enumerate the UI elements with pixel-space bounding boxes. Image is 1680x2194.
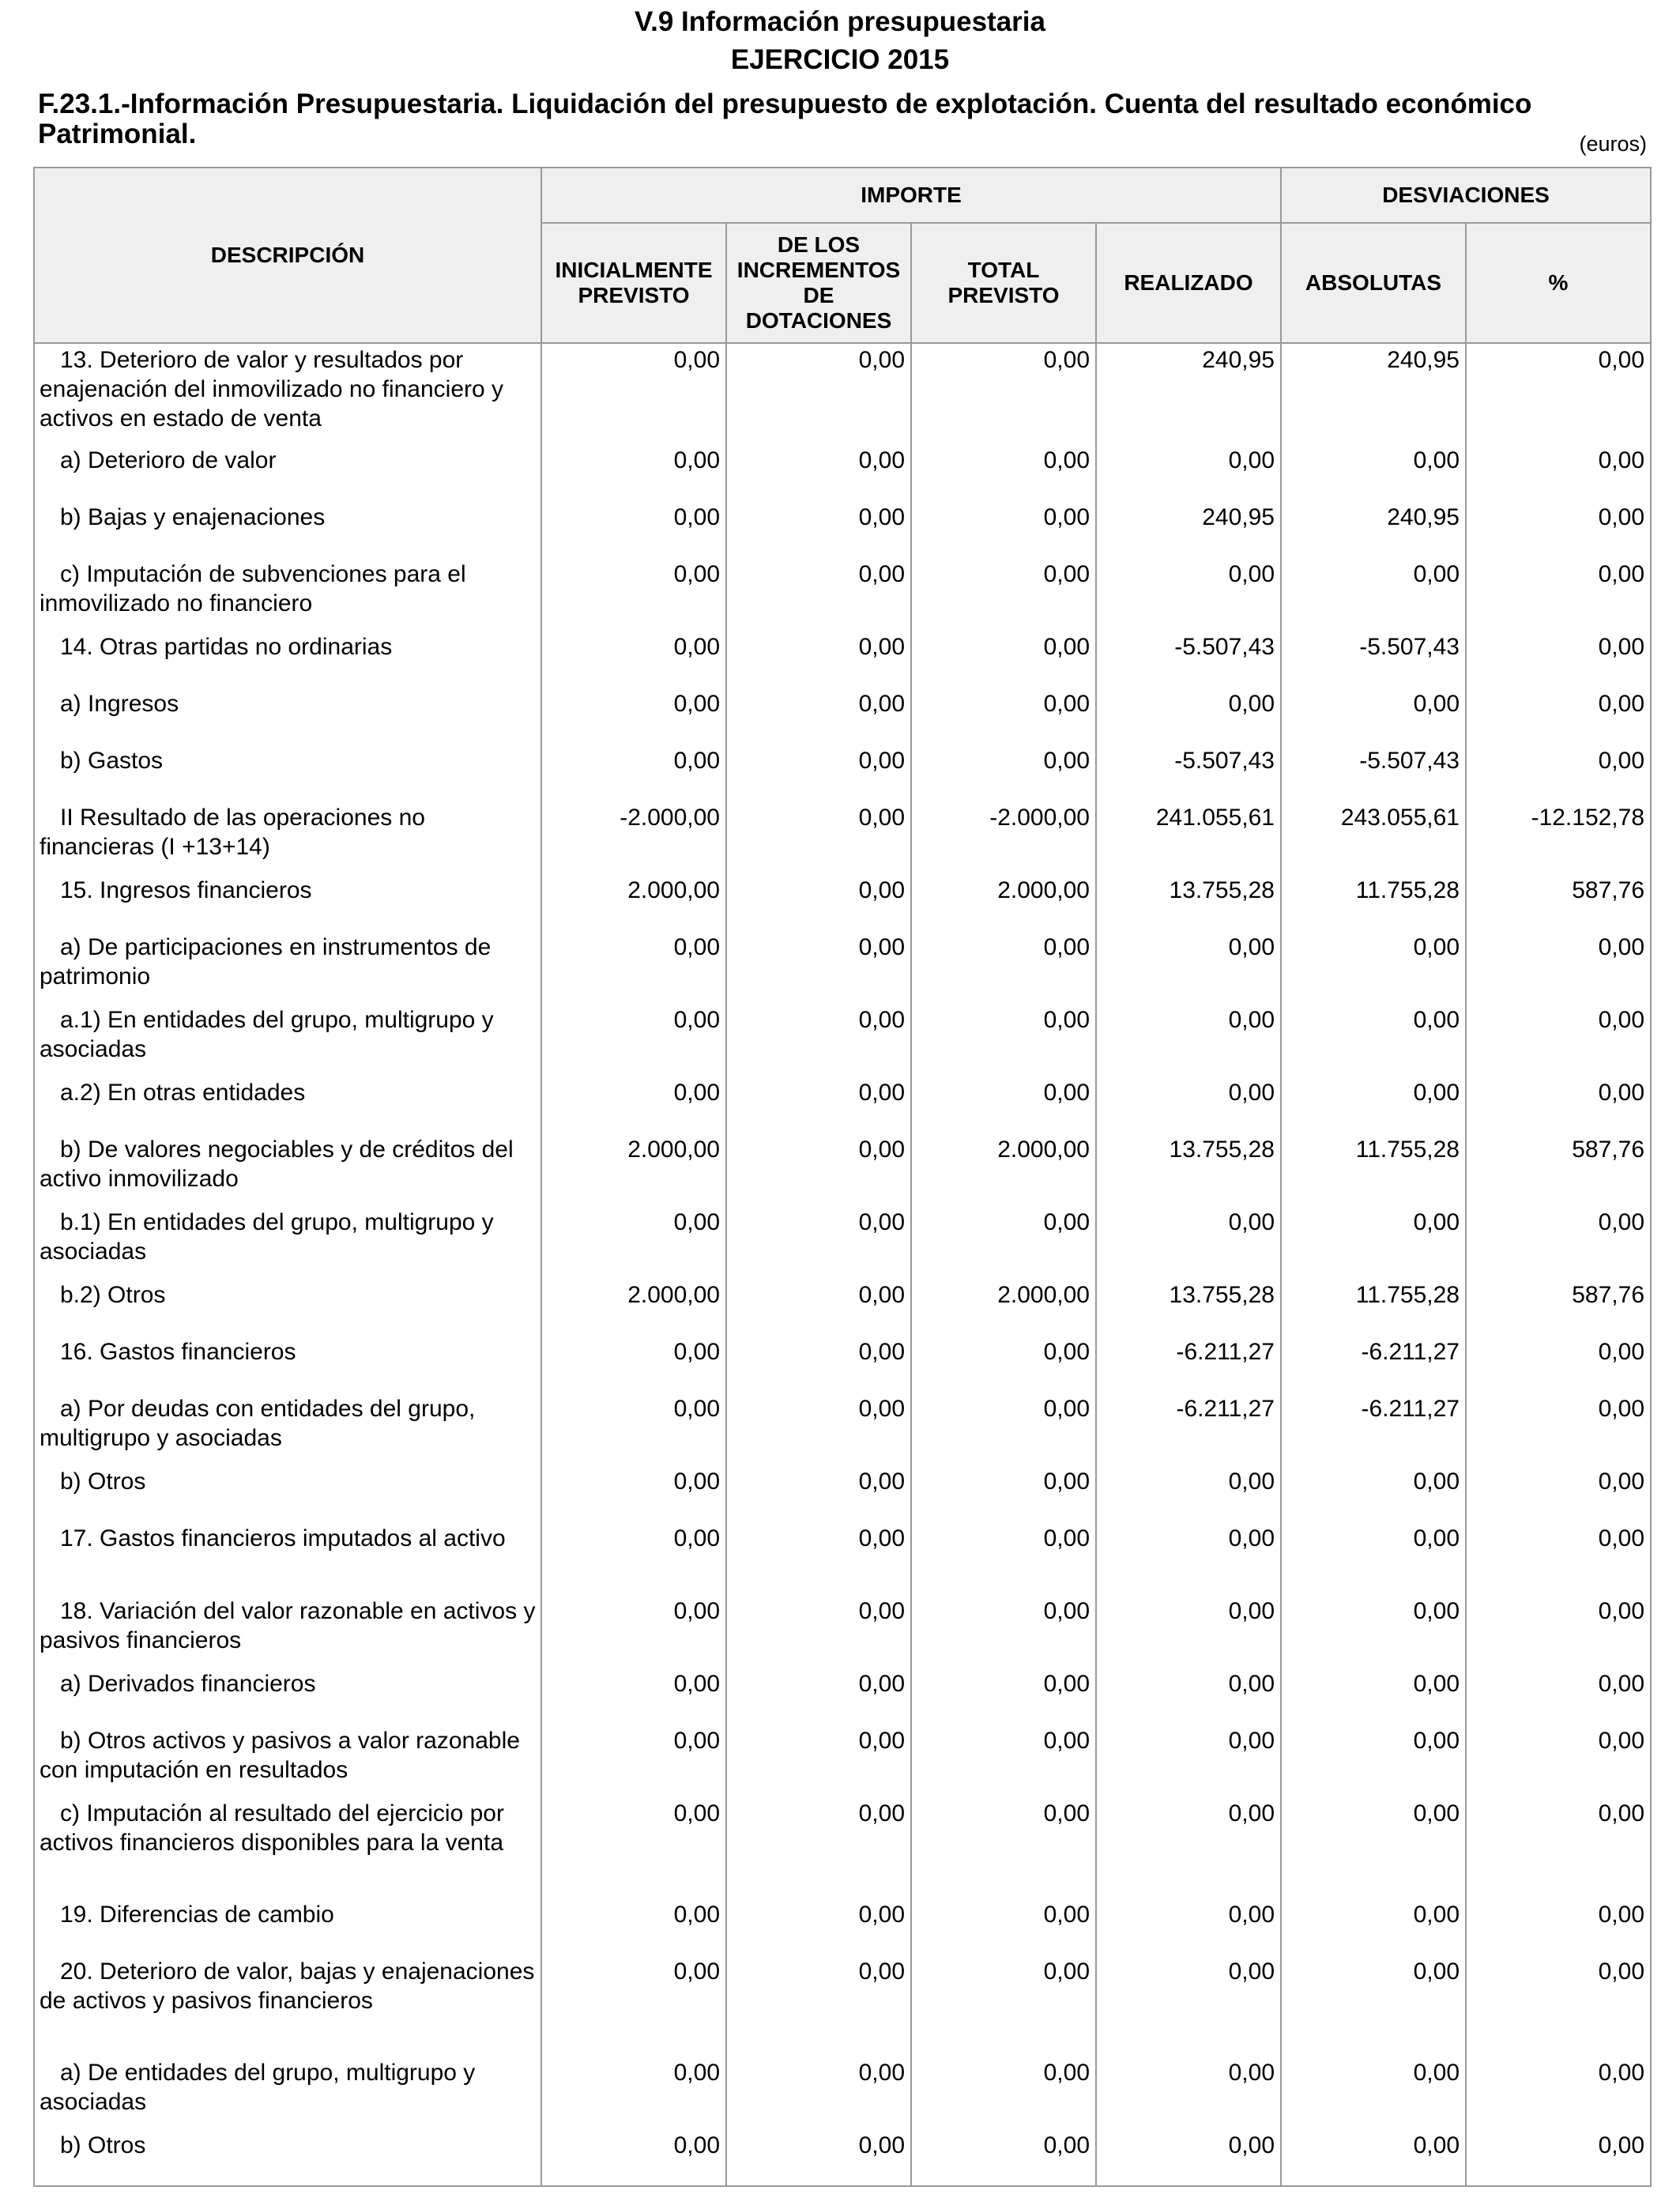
table-row (34, 1279, 1651, 1336)
cell-porcentaje: 587,76 (1466, 874, 1651, 931)
cell-realizado: 0,00 (1096, 1955, 1281, 2056)
cell-incrementos-dotaciones: 0,00 (726, 444, 911, 501)
cell-porcentaje: 0,00 (1466, 1595, 1651, 1668)
cell-incrementos-dotaciones: 0,00 (726, 2056, 911, 2129)
cell-porcentaje: 0,00 (1466, 2129, 1651, 2186)
cell-total-previsto: 0,00 (911, 1668, 1096, 1725)
row-description: a) Derivados financieros (34, 1668, 541, 1725)
cell-inicialmente-previsto: 0,00 (541, 2056, 726, 2129)
cell-incrementos-dotaciones: 0,00 (726, 874, 911, 931)
cell-inicialmente-previsto: 0,00 (541, 688, 726, 745)
table-row (34, 1336, 1651, 1393)
cell-incrementos-dotaciones: 0,00 (726, 1133, 911, 1206)
cell-incrementos-dotaciones: 0,00 (726, 1522, 911, 1595)
cell-total-previsto: 0,00 (911, 745, 1096, 801)
table-row (34, 2129, 1651, 2186)
row-description: a) Deterioro de valor (34, 444, 541, 501)
cell-total-previsto: 0,00 (911, 1725, 1096, 1797)
cell-total-previsto: 0,00 (911, 1797, 1096, 1898)
table-row (34, 1595, 1651, 1668)
cell-porcentaje: 0,00 (1466, 1668, 1651, 1725)
header-total-previsto: TOTAL PREVISTO (911, 223, 1096, 343)
cell-total-previsto: 0,00 (911, 1595, 1096, 1668)
row-description: b.2) Otros (34, 1279, 541, 1336)
cell-incrementos-dotaciones: 0,00 (726, 343, 911, 444)
cell-total-previsto: 0,00 (911, 2129, 1096, 2186)
cell-absolutas: 11.755,28 (1281, 1279, 1466, 1336)
row-description: 15. Ingresos financieros (34, 874, 541, 931)
cell-absolutas: 0,00 (1281, 1206, 1466, 1279)
header-incrementos-dotaciones: DE LOS INCREMENTOS DE DOTACIONES (726, 223, 911, 343)
cell-incrementos-dotaciones: 0,00 (726, 631, 911, 688)
header-descripcion: DESCRIPCIÓN (34, 168, 541, 343)
table-row (34, 343, 1651, 444)
cell-absolutas: 0,00 (1281, 2129, 1466, 2186)
table-row (34, 1206, 1651, 1279)
cell-total-previsto: -2.000,00 (911, 801, 1096, 874)
cell-inicialmente-previsto: 0,00 (541, 1797, 726, 1898)
row-description: 14. Otras partidas no ordinarias (34, 631, 541, 688)
cell-porcentaje: 0,00 (1466, 343, 1651, 444)
cell-total-previsto: 0,00 (911, 444, 1096, 501)
cell-inicialmente-previsto: 0,00 (541, 1393, 726, 1465)
cell-absolutas: 240,95 (1281, 343, 1466, 444)
cell-realizado: 0,00 (1096, 1668, 1281, 1725)
cell-total-previsto: 0,00 (911, 1206, 1096, 1279)
cell-inicialmente-previsto: 0,00 (541, 501, 726, 558)
cell-absolutas: -6.211,27 (1281, 1393, 1466, 1465)
cell-realizado: 0,00 (1096, 1898, 1281, 1955)
cell-absolutas: 240,95 (1281, 501, 1466, 558)
cell-incrementos-dotaciones: 0,00 (726, 1076, 911, 1133)
cell-porcentaje: 0,00 (1466, 931, 1651, 1004)
row-description: 18. Variación del valor razonable en activos y pasivos financieros (34, 1595, 541, 1668)
cell-absolutas: 0,00 (1281, 1595, 1466, 1668)
cell-absolutas: 0,00 (1281, 558, 1466, 631)
cell-inicialmente-previsto: -2.000,00 (541, 801, 726, 874)
cell-realizado: 240,95 (1096, 343, 1281, 444)
cell-porcentaje: 0,00 (1466, 1206, 1651, 1279)
cell-realizado: 13.755,28 (1096, 1133, 1281, 1206)
cell-inicialmente-previsto: 2.000,00 (541, 874, 726, 931)
cell-realizado: 0,00 (1096, 1797, 1281, 1898)
cell-realizado: 0,00 (1096, 444, 1281, 501)
cell-porcentaje: 0,00 (1466, 1004, 1651, 1076)
table-row (34, 1076, 1651, 1133)
cell-total-previsto: 0,00 (911, 1465, 1096, 1522)
cell-total-previsto: 0,00 (911, 931, 1096, 1004)
table-row (34, 688, 1651, 745)
cell-realizado: 0,00 (1096, 688, 1281, 745)
row-description: II Resultado de las operaciones no financieras (I +13+14) (34, 801, 541, 874)
row-description: 20. Deterioro de valor, bajas y enajenaciones de activos y pasivos financieros (34, 1955, 541, 2056)
cell-porcentaje: 0,00 (1466, 688, 1651, 745)
cell-realizado: 0,00 (1096, 1522, 1281, 1595)
cell-absolutas: -5.507,43 (1281, 631, 1466, 688)
cell-inicialmente-previsto: 0,00 (541, 1206, 726, 1279)
cell-porcentaje: 0,00 (1466, 1522, 1651, 1595)
cell-total-previsto: 0,00 (911, 343, 1096, 444)
table-row (34, 801, 1651, 874)
cell-inicialmente-previsto: 0,00 (541, 444, 726, 501)
cell-incrementos-dotaciones: 0,00 (726, 1668, 911, 1725)
cell-realizado: -5.507,43 (1096, 745, 1281, 801)
cell-porcentaje: 0,00 (1466, 558, 1651, 631)
table-row (34, 1898, 1651, 1955)
cell-realizado: 0,00 (1096, 2056, 1281, 2129)
cell-porcentaje: -12.152,78 (1466, 801, 1651, 874)
cell-total-previsto: 0,00 (911, 1336, 1096, 1393)
cell-porcentaje: 0,00 (1466, 1955, 1651, 2056)
cell-inicialmente-previsto: 0,00 (541, 1668, 726, 1725)
cell-incrementos-dotaciones: 0,00 (726, 1004, 911, 1076)
row-description: a.1) En entidades del grupo, multigrupo y asociadas (34, 1004, 541, 1076)
cell-absolutas: 11.755,28 (1281, 1133, 1466, 1206)
cell-incrementos-dotaciones: 0,00 (726, 688, 911, 745)
table-row (34, 2056, 1651, 2129)
table-row (34, 1465, 1651, 1522)
cell-inicialmente-previsto: 0,00 (541, 1725, 726, 1797)
cell-realizado: 13.755,28 (1096, 1279, 1281, 1336)
cell-porcentaje: 0,00 (1466, 444, 1651, 501)
cell-total-previsto: 0,00 (911, 501, 1096, 558)
page-subtitle: EJERCICIO 2015 (730, 44, 950, 75)
cell-inicialmente-previsto: 0,00 (541, 343, 726, 444)
budget-table (33, 167, 1652, 2187)
row-description: 13. Deterioro de valor y resultados por enajenación del inmovilizado no financiero y activos en estado de venta (34, 343, 541, 444)
cell-inicialmente-previsto: 0,00 (541, 2129, 726, 2186)
table-row (34, 444, 1651, 501)
table-row (34, 745, 1651, 801)
table-row (34, 501, 1651, 558)
row-description: b) Gastos (34, 745, 541, 801)
cell-inicialmente-previsto: 0,00 (541, 1004, 726, 1076)
table-row (34, 1725, 1651, 1797)
cell-inicialmente-previsto: 0,00 (541, 1898, 726, 1955)
cell-incrementos-dotaciones: 0,00 (726, 1206, 911, 1279)
cell-incrementos-dotaciones: 0,00 (726, 1955, 911, 2056)
cell-incrementos-dotaciones: 0,00 (726, 558, 911, 631)
cell-realizado: 0,00 (1096, 931, 1281, 1004)
page-title: V.9 Información presupuestaria (635, 6, 1045, 37)
row-description: a.2) En otras entidades (34, 1076, 541, 1133)
cell-absolutas: 0,00 (1281, 1725, 1466, 1797)
cell-absolutas: 0,00 (1281, 1004, 1466, 1076)
cell-absolutas: 0,00 (1281, 1465, 1466, 1522)
cell-incrementos-dotaciones: 0,00 (726, 931, 911, 1004)
cell-absolutas: 0,00 (1281, 444, 1466, 501)
cell-porcentaje: 0,00 (1466, 501, 1651, 558)
cell-porcentaje: 0,00 (1466, 1797, 1651, 1898)
header-inicialmente-previsto: INICIALMENTE PREVISTO (541, 223, 726, 343)
cell-total-previsto: 2.000,00 (911, 874, 1096, 931)
cell-total-previsto: 0,00 (911, 1004, 1096, 1076)
cell-incrementos-dotaciones: 0,00 (726, 801, 911, 874)
table-body (34, 343, 1651, 2186)
cell-inicialmente-previsto: 0,00 (541, 1336, 726, 1393)
cell-total-previsto: 0,00 (911, 1955, 1096, 2056)
cell-incrementos-dotaciones: 0,00 (726, 501, 911, 558)
cell-realizado: 0,00 (1096, 558, 1281, 631)
row-description: b.1) En entidades del grupo, multigrupo y asociadas (34, 1206, 541, 1279)
cell-total-previsto: 0,00 (911, 1898, 1096, 1955)
cell-inicialmente-previsto: 0,00 (541, 1522, 726, 1595)
cell-absolutas: 0,00 (1281, 1955, 1466, 2056)
cell-absolutas: 0,00 (1281, 1522, 1466, 1595)
cell-realizado: 0,00 (1096, 1004, 1281, 1076)
cell-absolutas: 0,00 (1281, 931, 1466, 1004)
cell-porcentaje: 0,00 (1466, 745, 1651, 801)
table-header (34, 168, 1651, 343)
cell-absolutas: 0,00 (1281, 1898, 1466, 1955)
cell-porcentaje: 587,76 (1466, 1133, 1651, 1206)
cell-incrementos-dotaciones: 0,00 (726, 1595, 911, 1668)
cell-absolutas: 11.755,28 (1281, 874, 1466, 931)
row-description: a) De entidades del grupo, multigrupo y asociadas (34, 2056, 541, 2129)
cell-incrementos-dotaciones: 0,00 (726, 1898, 911, 1955)
header-porcentaje: % (1466, 223, 1651, 343)
cell-realizado: 0,00 (1096, 2129, 1281, 2186)
row-description: a) Por deudas con entidades del grupo, multigrupo y asociadas (34, 1393, 541, 1465)
cell-total-previsto: 0,00 (911, 1522, 1096, 1595)
cell-porcentaje: 0,00 (1466, 1465, 1651, 1522)
cell-absolutas: 0,00 (1281, 688, 1466, 745)
cell-porcentaje: 0,00 (1466, 1393, 1651, 1465)
table-row (34, 1668, 1651, 1725)
row-description: c) Imputación al resultado del ejercicio por activos financieros disponibles para la venta (34, 1797, 541, 1898)
cell-absolutas: -6.211,27 (1281, 1336, 1466, 1393)
row-description: b) Otros (34, 1465, 541, 1522)
cell-realizado: 0,00 (1096, 1465, 1281, 1522)
row-description: b) De valores negociables y de créditos del activo inmovilizado (34, 1133, 541, 1206)
cell-incrementos-dotaciones: 0,00 (726, 1725, 911, 1797)
cell-absolutas: 0,00 (1281, 2056, 1466, 2129)
header-absolutas: ABSOLUTAS (1281, 223, 1466, 343)
header-desviaciones-group: DESVIACIONES (1281, 168, 1651, 223)
header-realizado: REALIZADO (1096, 223, 1281, 343)
cell-total-previsto: 2.000,00 (911, 1279, 1096, 1336)
table-row (34, 1004, 1651, 1076)
cell-incrementos-dotaciones: 0,00 (726, 2129, 911, 2186)
cell-absolutas: 243.055,61 (1281, 801, 1466, 874)
cell-total-previsto: 0,00 (911, 2056, 1096, 2129)
table-row (34, 874, 1651, 931)
cell-inicialmente-previsto: 0,00 (541, 745, 726, 801)
table-row (34, 1797, 1651, 1898)
table-row (34, 1955, 1651, 2056)
row-description: 19. Diferencias de cambio (34, 1898, 541, 1955)
cell-incrementos-dotaciones: 0,00 (726, 745, 911, 801)
header-importe-group: IMPORTE (541, 168, 1281, 223)
cell-total-previsto: 0,00 (911, 558, 1096, 631)
cell-realizado: 0,00 (1096, 1206, 1281, 1279)
cell-total-previsto: 0,00 (911, 1393, 1096, 1465)
cell-realizado: 0,00 (1096, 1595, 1281, 1668)
cell-porcentaje: 0,00 (1466, 1898, 1651, 1955)
cell-incrementos-dotaciones: 0,00 (726, 1393, 911, 1465)
cell-total-previsto: 0,00 (911, 631, 1096, 688)
cell-porcentaje: 0,00 (1466, 631, 1651, 688)
cell-porcentaje: 0,00 (1466, 1336, 1651, 1393)
cell-inicialmente-previsto: 2.000,00 (541, 1279, 726, 1336)
cell-realizado: -5.507,43 (1096, 631, 1281, 688)
cell-incrementos-dotaciones: 0,00 (726, 1336, 911, 1393)
cell-inicialmente-previsto: 0,00 (541, 1595, 726, 1668)
cell-absolutas: 0,00 (1281, 1668, 1466, 1725)
row-description: b) Otros (34, 2129, 541, 2186)
cell-inicialmente-previsto: 0,00 (541, 1465, 726, 1522)
row-description: b) Bajas y enajenaciones (34, 501, 541, 558)
cell-realizado: 0,00 (1096, 1725, 1281, 1797)
cell-realizado: 13.755,28 (1096, 874, 1281, 931)
cell-inicialmente-previsto: 0,00 (541, 631, 726, 688)
table-row (34, 631, 1651, 688)
cell-incrementos-dotaciones: 0,00 (726, 1465, 911, 1522)
row-description: a) Ingresos (34, 688, 541, 745)
cell-inicialmente-previsto: 0,00 (541, 1955, 726, 2056)
cell-inicialmente-previsto: 0,00 (541, 1076, 726, 1133)
row-description: 16. Gastos financieros (34, 1336, 541, 1393)
cell-incrementos-dotaciones: 0,00 (726, 1797, 911, 1898)
table-row (34, 1393, 1651, 1465)
table-row (34, 1133, 1651, 1206)
cell-absolutas: -5.507,43 (1281, 745, 1466, 801)
cell-realizado: -6.211,27 (1096, 1393, 1281, 1465)
units-label: (euros) (1579, 132, 1647, 156)
cell-absolutas: 0,00 (1281, 1797, 1466, 1898)
cell-inicialmente-previsto: 0,00 (541, 558, 726, 631)
cell-inicialmente-previsto: 0,00 (541, 931, 726, 1004)
cell-total-previsto: 2.000,00 (911, 1133, 1096, 1206)
cell-porcentaje: 0,00 (1466, 2056, 1651, 2129)
row-description: b) Otros activos y pasivos a valor razonable con imputación en resultados (34, 1725, 541, 1797)
section-title: F.23.1.-Información Presupuestaria. Liquidación del presupuesto de explotación. Cuenta del resultado económico Patrimonial. (38, 89, 1532, 149)
cell-inicialmente-previsto: 2.000,00 (541, 1133, 726, 1206)
row-description: c) Imputación de subvenciones para el inmovilizado no financiero (34, 558, 541, 631)
table-row (34, 558, 1651, 631)
cell-total-previsto: 0,00 (911, 1076, 1096, 1133)
table-row (34, 931, 1651, 1004)
cell-porcentaje: 0,00 (1466, 1725, 1651, 1797)
cell-realizado: -6.211,27 (1096, 1336, 1281, 1393)
cell-realizado: 240,95 (1096, 501, 1281, 558)
cell-total-previsto: 0,00 (911, 688, 1096, 745)
row-description: 17. Gastos financieros imputados al activo (34, 1522, 541, 1595)
cell-porcentaje: 0,00 (1466, 1076, 1651, 1133)
cell-realizado: 241.055,61 (1096, 801, 1281, 874)
row-description: a) De participaciones en instrumentos de patrimonio (34, 931, 541, 1004)
cell-absolutas: 0,00 (1281, 1076, 1466, 1133)
cell-incrementos-dotaciones: 0,00 (726, 1279, 911, 1336)
cell-realizado: 0,00 (1096, 1076, 1281, 1133)
cell-porcentaje: 587,76 (1466, 1279, 1651, 1336)
table-row (34, 1522, 1651, 1595)
